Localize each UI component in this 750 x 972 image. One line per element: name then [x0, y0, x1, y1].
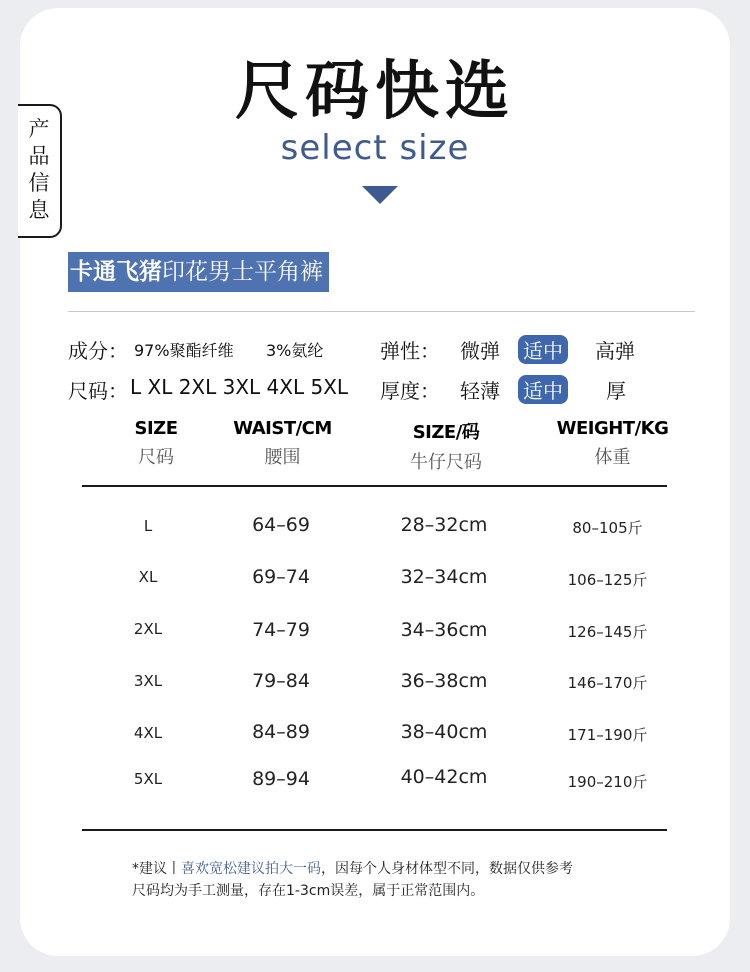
header-size-en: SIZE [134, 418, 178, 439]
cell-size: 2XL [133, 620, 163, 638]
cell-jeans-size: 38–40cm [400, 721, 488, 743]
cell-weight: 171–190斤 [567, 726, 648, 744]
cell-waist: 89–94 [252, 768, 310, 790]
composition-value-1: 97%聚酯纤维 [134, 341, 234, 360]
elasticity-label: 弹性： [380, 339, 440, 363]
note-rest: ，因每个人身材体型不同，数据仅供参考 [321, 861, 573, 877]
side-tab-char: 产 [28, 117, 50, 141]
cell-weight: 80–105斤 [572, 519, 643, 537]
down-triangle-icon [362, 186, 398, 204]
cell-weight: 106–125斤 [567, 571, 648, 589]
header-waist-en: WAIST/CM [233, 418, 332, 439]
header-size-zh: 尺码 [138, 447, 174, 468]
product-name-rest: 印花男士平角裤 [162, 259, 323, 285]
thickness-option: 轻薄 [460, 379, 500, 403]
cell-weight: 146–170斤 [567, 674, 648, 692]
header-jeans-size-en: SIZE/码 [412, 422, 480, 443]
divider [68, 311, 695, 312]
elasticity-option: 微弹 [460, 339, 500, 363]
elasticity-option: 高弹 [595, 339, 635, 363]
cell-waist: 69–74 [252, 566, 310, 588]
cell-weight: 190–210斤 [567, 773, 648, 791]
cell-waist: 74–79 [252, 619, 310, 641]
sizes-label: 尺码： [68, 379, 128, 403]
composition-value-2: 3%氨纶 [266, 341, 324, 360]
page-subtitle: select size [280, 128, 470, 168]
thickness-option-selected: 适中 [518, 375, 568, 404]
header-waist [215, 418, 350, 469]
side-tab-char: 品 [28, 144, 50, 168]
cell-waist: 64–69 [252, 514, 310, 536]
header-weight-en: WEIGHT/KG [556, 418, 669, 439]
product-name-bold: 卡通飞猪 [70, 259, 162, 285]
cell-waist: 79–84 [252, 670, 310, 692]
header-jeans-size [380, 418, 512, 474]
header-weight-zh: 体重 [594, 447, 631, 468]
side-tab-char: 息 [28, 198, 50, 222]
cell-size: XL [138, 568, 158, 586]
header-jeans-size-zh: 牛仔尺码 [410, 452, 482, 473]
cell-jeans-size: 28–32cm [400, 514, 488, 536]
cell-size: L [143, 517, 153, 535]
page-title: 尺码快选 [235, 55, 515, 129]
product-name-banner [68, 252, 329, 292]
table-bottom-rule [82, 829, 667, 831]
cell-size: 3XL [133, 672, 163, 690]
elasticity-option-selected: 适中 [518, 335, 568, 364]
cell-weight: 126–145斤 [567, 623, 648, 641]
cell-waist: 84–89 [252, 721, 310, 743]
cell-jeans-size: 32–34cm [400, 566, 488, 588]
thickness-label: 厚度： [380, 379, 440, 403]
header-waist-zh: 腰围 [264, 447, 301, 468]
note-highlight: 喜欢宽松建议拍大一码 [181, 861, 321, 877]
thickness-option: 厚 [606, 379, 626, 403]
cell-size: 4XL [133, 724, 163, 742]
header-size [108, 418, 204, 469]
side-tab-char: 信 [28, 171, 50, 195]
table-top-rule [82, 485, 667, 487]
note-prefix: *建议丨 [132, 861, 181, 877]
header-weight [545, 418, 680, 469]
note-line-1 [132, 858, 573, 880]
cell-jeans-size: 34–36cm [400, 619, 488, 641]
cell-jeans-size: 36–38cm [400, 670, 488, 692]
cell-size: 5XL [133, 770, 163, 788]
sizing-note [132, 858, 573, 902]
sizes-value: L XL 2XL 3XL 4XL 5XL [130, 375, 349, 399]
cell-jeans-size: 40–42cm [400, 766, 488, 788]
note-line-2: 尺码均为手工测量，存在1-3cm误差，属于正常范围内。 [132, 883, 485, 899]
composition-label: 成分： [68, 339, 128, 363]
